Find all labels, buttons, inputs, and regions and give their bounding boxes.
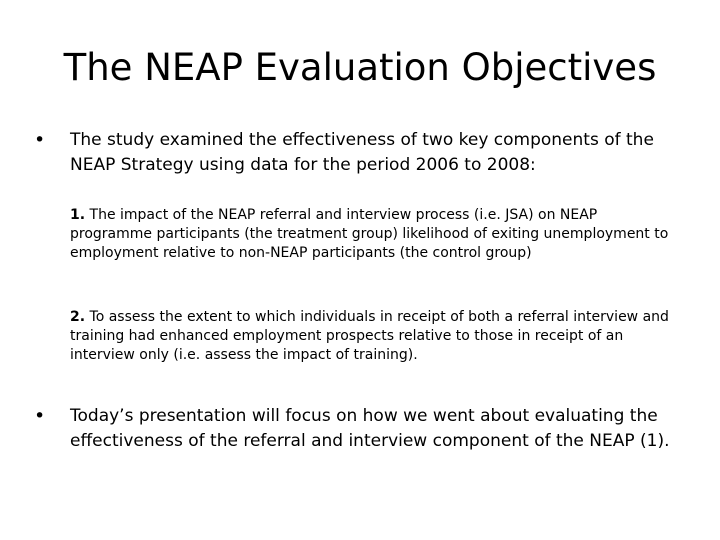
sub-item-text-1: The impact of the NEAP referral and interview process (i.e. JSA) on NEAP programme participants (the treatment group) likelihood of exiting unemployment to employment relative to non-NEAP participants (the control group) <box>70 207 669 261</box>
bullet-icon: • <box>34 129 46 151</box>
sub-item-number-2: 2. <box>70 309 86 325</box>
sub-item-number-1: 1. <box>70 207 86 223</box>
sub-item-text-2: To assess the extent to which individuals in receipt of both a referral interview and training had enhanced employment prospects relative to those in receipt of an interview only (i.e. assess the impact of training). <box>70 309 669 363</box>
bullet-text-1: The study examined the effectiveness of two key components of the NEAP Strategy using data for the period 2006 to 2008: <box>70 130 654 175</box>
bullet-item-1 <box>34 128 674 178</box>
slide-title: The NEAP Evaluation Objectives <box>63 46 657 89</box>
sub-item-1 <box>70 206 680 263</box>
bullet-item-2 <box>34 404 674 454</box>
sub-item-2 <box>70 308 680 365</box>
bullet-icon: • <box>34 405 46 427</box>
bullet-text-2: Today’s presentation will focus on how we went about evaluating the effectiveness of the referral and interview component of the NEAP (1). <box>70 406 670 451</box>
